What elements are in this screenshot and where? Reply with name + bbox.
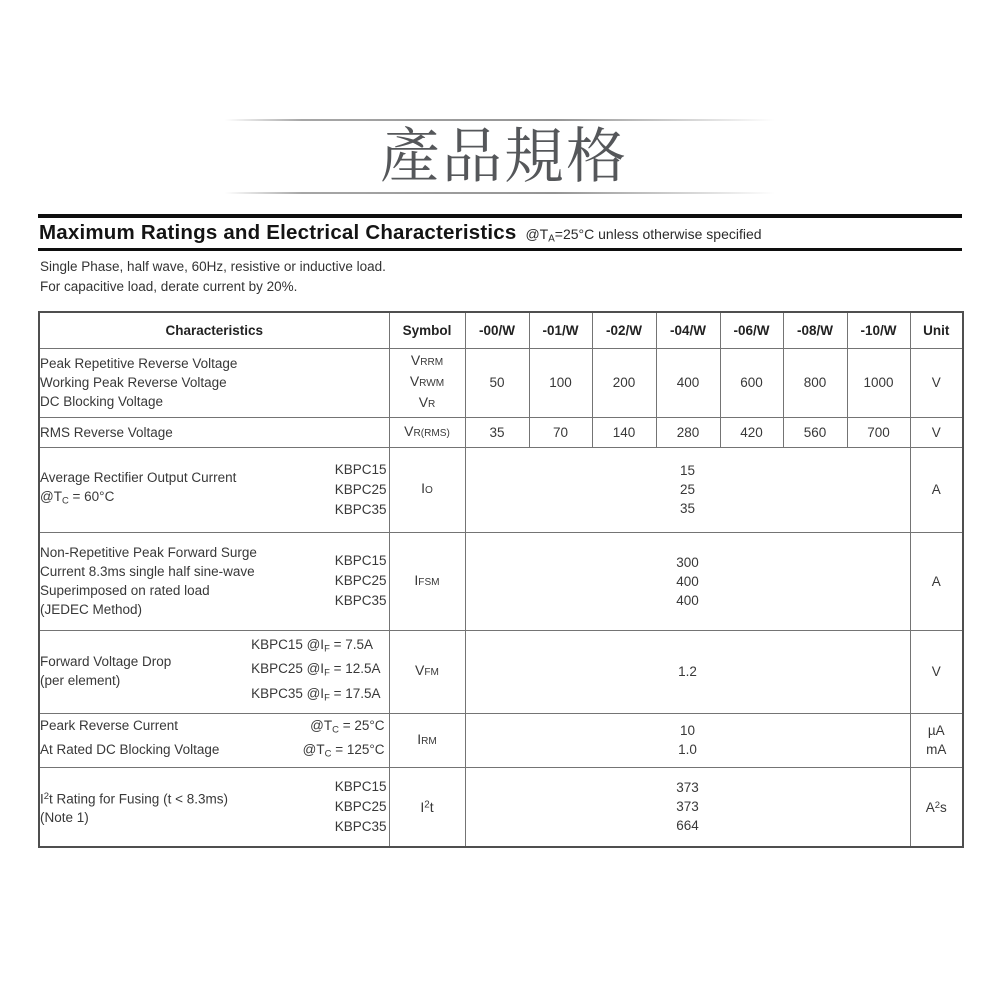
value-cell: 700 (847, 417, 910, 447)
characteristic-cell (39, 532, 389, 630)
symbol-cell (389, 532, 465, 630)
condition-text: KBPC35 $@I_F = 17.5A$ (251, 685, 381, 704)
load-note-line: Single Phase, half wave, 60Hz, resistive or inductive load. (40, 259, 386, 274)
model-list: KBPC15 KBPC25 KBPC35 (334, 461, 387, 517)
value-cell-merged: 1.2 (465, 630, 910, 713)
table-row (39, 767, 963, 847)
col-header-symbol: Symbol (389, 312, 465, 348)
table-row (39, 532, 963, 630)
symbol-vr: VR (418, 394, 436, 410)
col-header-00w: -00/W (465, 312, 529, 348)
table-header-row (39, 312, 963, 348)
section-heading-row (39, 221, 963, 245)
col-header-characteristics: Characteristics (39, 312, 389, 348)
page-title: 產品規格 (380, 123, 628, 190)
col-header-04w: -04/W (656, 312, 720, 348)
symbol-cell (389, 713, 465, 767)
condition-text: KBPC25 $@I_F = 12.5A$ (251, 661, 381, 679)
col-header-10w: -10/W (847, 312, 910, 348)
value-cell: 200 (592, 348, 656, 417)
section-heading: Maximum Ratings and Electrical Characteristics (39, 221, 517, 244)
characteristic-cell (39, 767, 389, 847)
characteristic-text: $I^2t$ Rating for Fusing (t < 8.3ms) (Note 1) (40, 787, 228, 827)
ratings-table (38, 311, 964, 848)
condition-list (251, 635, 380, 708)
unit-cell: µA mA (910, 713, 963, 767)
title-divider-bottom (225, 192, 775, 194)
unit-cell (910, 767, 963, 847)
characteristic-line: At Rated DC Blocking Voltage $@T_C = 125^\circ C$ (40, 740, 389, 764)
i2t-label: $I^2t$ Rating for Fusing (t < 8.3ms) (40, 790, 228, 806)
table-row (39, 417, 963, 447)
value-cell: 1000 (847, 348, 910, 417)
symbol-cell (389, 630, 465, 713)
symbol-i2t: $I^2t$ (420, 799, 434, 816)
value-cell: 800 (783, 348, 847, 417)
col-header-unit: Unit (910, 312, 963, 348)
symbol-vrwm: VRWM (409, 373, 445, 389)
symbol-cell (389, 348, 465, 417)
value-cell: 35 (465, 417, 529, 447)
unit-cell: A (910, 447, 963, 532)
section-rule-top (38, 214, 962, 218)
symbol-vrrm: VRRM (410, 352, 444, 368)
value-cell: 100 (529, 348, 592, 417)
characteristic-cell: RMS Reverse Voltage (39, 417, 389, 447)
value-cell: 600 (720, 348, 783, 417)
value-cell: 70 (529, 417, 592, 447)
characteristic-line: Peark Reverse Current $@T_C = 25^\circ C$ (40, 716, 389, 740)
value-cell-merged: 10 1.0 (465, 713, 910, 767)
condition-text: $@T_C = 125^\circ C$ (302, 742, 385, 760)
value-cell: 400 (656, 348, 720, 417)
symbol-cell (389, 767, 465, 847)
characteristic-cell (39, 447, 389, 532)
table-row (39, 630, 963, 713)
symbol-ifsm: IFSM (414, 571, 440, 588)
characteristic-cell (39, 630, 389, 713)
unit-cell: V (910, 630, 963, 713)
model-list: KBPC15 KBPC25 KBPC35 (334, 778, 387, 834)
value-cell: 560 (783, 417, 847, 447)
symbol-cell (389, 417, 465, 447)
unit-cell: A (910, 532, 963, 630)
characteristic-cell: Peak Repetitive Reverse Voltage Working Peak Reverse Voltage DC Blocking Voltage (39, 348, 389, 417)
symbol-vfm: VFM (415, 662, 439, 678)
unit-a2s: $A^2s$ (925, 800, 947, 816)
col-header-06w: -06/W (720, 312, 783, 348)
symbol-irm: IRM (417, 730, 437, 747)
value-cell-merged: 300 400 400 (465, 532, 910, 630)
condition-text: $@T_C = 25^\circ C$ (310, 717, 385, 735)
table-row (39, 713, 963, 767)
value-cell-merged: 15 25 35 (465, 447, 910, 532)
characteristic-cell (39, 713, 389, 767)
condition-text: KBPC15 $@I_F = 7.5A$ (251, 636, 373, 655)
symbol-vrrms: VR(RMS) (404, 422, 450, 439)
col-header-01w: -01/W (529, 312, 592, 348)
value-cell: 50 (465, 348, 529, 417)
section-heading-note: $@T_A=25^\circ C$ unless otherwise specified (525, 226, 762, 245)
table-row (39, 447, 963, 532)
model-list: KBPC15 KBPC25 KBPC35 (334, 553, 387, 608)
characteristic-text: Non-Repetitive Peak Forward Surge Current 8.3ms single half sine-wave Superimposed on rated load (JEDEC Method) (40, 545, 257, 617)
section-rule-bottom (38, 248, 962, 251)
unit-cell: V (910, 417, 963, 447)
characteristic-text: Average Rectifier Output Current $@T_C = 60^\circ C$ (40, 468, 236, 510)
value-cell: 280 (656, 417, 720, 447)
load-note-line: For capacitive load, derate current by 20%. (40, 278, 298, 294)
condition-text: $@T_C = 60^\circ C$ (40, 489, 115, 507)
col-header-02w: -02/W (592, 312, 656, 348)
table-row (39, 348, 963, 417)
value-cell: 420 (720, 417, 783, 447)
load-notes (40, 257, 386, 296)
unit-cell: V (910, 348, 963, 417)
col-header-08w: -08/W (783, 312, 847, 348)
value-cell: 140 (592, 417, 656, 447)
characteristic-text: Forward Voltage Drop (per element) (40, 654, 172, 689)
value-cell-merged: 373 373 664 (465, 767, 910, 847)
symbol-cell (389, 447, 465, 532)
symbol-io: IO (421, 480, 433, 496)
